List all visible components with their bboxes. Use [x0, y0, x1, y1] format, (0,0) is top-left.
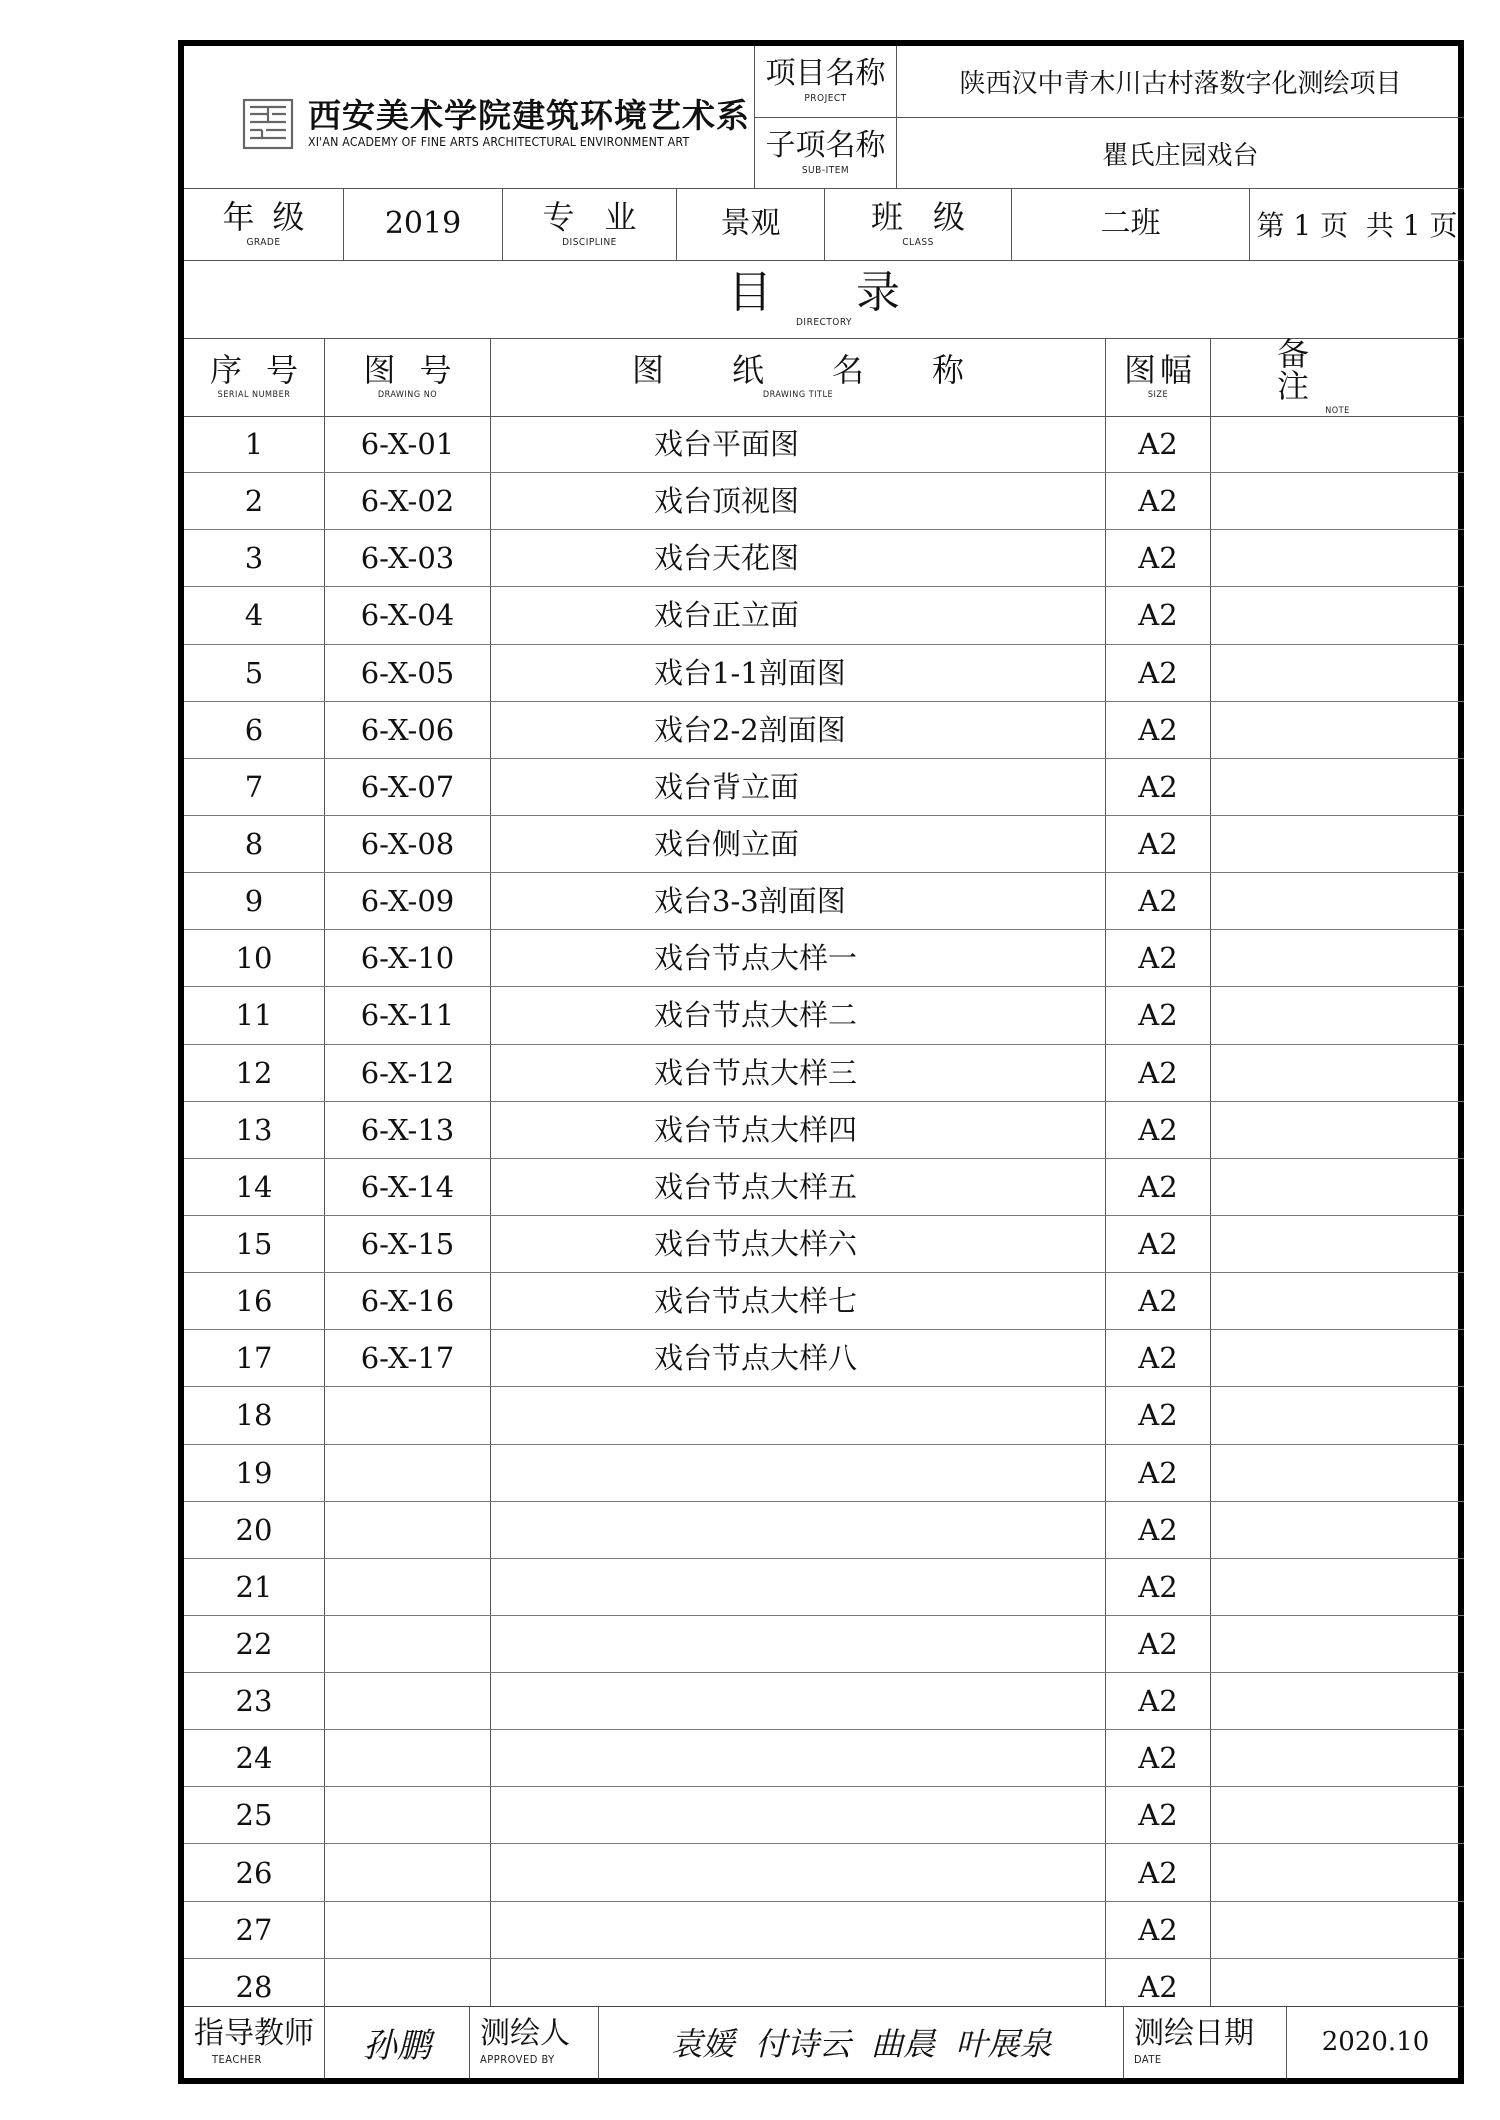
row-note [1211, 1102, 1464, 1159]
row-serial: 23 [235, 1684, 273, 1719]
row-drawing-no [325, 1502, 490, 1559]
row-note [1211, 1673, 1464, 1730]
row-drawing-title: 戏台节点大样七 [654, 1284, 858, 1319]
row-drawing-title [654, 1902, 1104, 1959]
row-serial: 9 [244, 884, 264, 919]
row-note [1211, 1387, 1464, 1444]
row-size: A2 [1138, 427, 1178, 462]
date-value: 2020.10 [1321, 2027, 1430, 2057]
row-drawing-no: 6-X-05 [360, 655, 455, 690]
teacher-label-en: TEACHER [212, 2052, 262, 2066]
row-drawing-no: 6-X-01 [360, 427, 455, 462]
row-size: A2 [1138, 1055, 1178, 1090]
row-drawing-title: 戏台节点大样五 [654, 1169, 858, 1204]
directory-title-cell [184, 260, 1464, 338]
row-size: A2 [1138, 1569, 1178, 1604]
col-title-label: 图纸名称 [631, 351, 1032, 389]
row-serial: 8 [244, 827, 264, 862]
approved-signatures: 袁媛 付诗云 曲晨 叶展泉 [670, 2025, 1052, 2063]
table-row [184, 930, 1464, 987]
row-drawing-title: 戏台节点大样六 [654, 1227, 858, 1262]
table-row [184, 1330, 1464, 1387]
col-note-label: 备注 [1277, 335, 1376, 405]
row-size: A2 [1138, 598, 1178, 633]
row-note [1211, 1902, 1464, 1959]
row-note [1211, 1787, 1464, 1844]
table-row [184, 816, 1464, 873]
row-drawing-title: 戏台背立面 [654, 769, 800, 804]
row-note [1211, 1216, 1464, 1273]
table-row [184, 1559, 1464, 1616]
row-serial: 20 [235, 1512, 273, 1547]
row-drawing-title [654, 1387, 1104, 1444]
table-row [184, 1845, 1464, 1902]
table-row [184, 1445, 1464, 1502]
col-size-label: 图幅 [1123, 351, 1196, 389]
discipline-value-cell [677, 188, 824, 260]
row-drawing-no: 6-X-13 [360, 1112, 455, 1147]
row-note [1211, 1730, 1464, 1787]
row-serial: 26 [235, 1855, 273, 1890]
directory-title-en: DIRECTORY [796, 316, 852, 328]
row-size: A2 [1138, 1627, 1178, 1661]
row-note [1211, 416, 1464, 473]
col-note-header [1211, 335, 1464, 416]
row-serial: 3 [244, 541, 264, 576]
col-serial-header [184, 338, 324, 416]
date-value-cell [1287, 2006, 1464, 2078]
row-serial: 7 [244, 769, 264, 804]
row-drawing-title: 戏台正立面 [654, 598, 800, 633]
table-row [184, 530, 1464, 587]
class-label-en: CLASS [902, 236, 934, 248]
row-serial: 12 [235, 1055, 273, 1090]
row-drawing-no: 6-X-07 [360, 769, 455, 804]
row-drawing-title: 戏台节点大样八 [654, 1341, 858, 1376]
row-size: A2 [1138, 1969, 1178, 2004]
teacher-signature: 孙鹏 [363, 2025, 431, 2066]
row-size: A2 [1138, 484, 1178, 519]
project-label-cell [755, 46, 896, 117]
date-label-en: DATE [1134, 2052, 1162, 2066]
col-title-label-en: DRAWING TITLE [762, 390, 834, 400]
discipline-label-cell [503, 188, 676, 260]
subitem-value: 瞿氏庄园戏台 [1102, 140, 1259, 171]
row-drawing-title: 戏台节点大样一 [654, 941, 858, 976]
row-serial: 18 [235, 1398, 273, 1433]
grade-label-en: GRADE [246, 236, 281, 248]
school-logo [242, 98, 294, 150]
row-drawing-no: 6-X-10 [360, 941, 455, 976]
row-size: A2 [1138, 884, 1178, 919]
subitem-label-en: SUB-ITEM [801, 164, 850, 176]
row-size: A2 [1138, 1112, 1178, 1147]
row-drawing-title [654, 1730, 1104, 1787]
row-drawing-title: 戏台节点大样四 [654, 1112, 858, 1147]
row-drawing-title: 戏台节点大样三 [654, 1055, 858, 1090]
row-note [1211, 759, 1464, 816]
row-serial: 6 [244, 712, 264, 747]
row-serial: 22 [235, 1627, 273, 1661]
row-serial: 4 [244, 598, 264, 633]
row-serial: 14 [235, 1169, 273, 1204]
row-serial: 10 [235, 941, 273, 976]
table-row [184, 1616, 1464, 1673]
table-row [184, 1730, 1464, 1787]
col-size-label-en: SIZE [1147, 390, 1169, 400]
row-size: A2 [1138, 1855, 1178, 1890]
col-title-header [491, 338, 1105, 416]
row-drawing-no [325, 1616, 490, 1673]
row-serial: 13 [235, 1112, 273, 1147]
row-serial: 16 [235, 1284, 273, 1319]
row-drawing-no [325, 1559, 490, 1616]
row-drawing-title [654, 1559, 1104, 1616]
project-value: 陕西汉中青木川古村落数字化测绘项目 [959, 69, 1402, 99]
table-row [184, 1387, 1464, 1444]
page-info: 第 1 页 共 1 页 [1256, 209, 1458, 242]
row-size: A2 [1138, 1284, 1178, 1319]
project-label: 项目名称 [765, 56, 886, 91]
grade-label: 年级 [222, 197, 323, 236]
table-row [184, 587, 1464, 644]
row-drawing-no: 6-X-06 [360, 712, 455, 747]
grade-value: 2019 [384, 206, 462, 241]
teacher-label-cell [184, 2006, 324, 2078]
row-serial: 1 [244, 427, 264, 462]
table-row [184, 759, 1464, 816]
row-drawing-no: 6-X-11 [360, 998, 455, 1033]
row-drawing-no: 6-X-16 [360, 1284, 455, 1319]
row-size: A2 [1138, 1455, 1178, 1490]
class-value: 二班 [1100, 206, 1161, 241]
col-serial-label-en: SERIAL NUMBER [217, 390, 291, 400]
row-note [1211, 1445, 1464, 1502]
row-drawing-no [325, 1845, 490, 1902]
row-drawing-no: 6-X-04 [360, 598, 455, 633]
row-drawing-no: 6-X-14 [360, 1169, 455, 1204]
row-drawing-no: 6-X-12 [360, 1055, 455, 1090]
table-row [184, 1216, 1464, 1273]
teacher-label: 指导教师 [194, 2015, 314, 2051]
row-serial: 24 [235, 1741, 273, 1776]
row-size: A2 [1138, 1798, 1178, 1833]
row-note [1211, 1559, 1464, 1616]
row-size: A2 [1138, 1341, 1178, 1376]
row-drawing-no: 6-X-02 [360, 484, 455, 519]
row-size: A2 [1138, 541, 1178, 576]
school-name: 西安美术学院建筑环境艺术系 [308, 96, 750, 135]
table-row [184, 702, 1464, 759]
row-serial: 21 [235, 1569, 273, 1604]
row-size: A2 [1138, 1398, 1178, 1433]
subitem-label-cell [755, 118, 896, 188]
row-drawing-title: 戏台节点大样二 [654, 998, 858, 1033]
row-drawing-title [654, 1787, 1104, 1844]
row-drawing-title [654, 1673, 1104, 1730]
table-row [184, 645, 1464, 702]
row-drawing-title: 戏台2-2剖面图 [654, 712, 846, 747]
table-row [184, 416, 1464, 473]
row-serial: 27 [235, 1912, 273, 1947]
approved-label-cell [470, 2006, 598, 2078]
row-note [1211, 587, 1464, 644]
date-label-cell [1124, 2006, 1286, 2078]
row-note [1211, 1045, 1464, 1102]
row-drawing-no [325, 1730, 490, 1787]
row-drawing-title [654, 1845, 1104, 1902]
class-label: 班级 [870, 197, 995, 236]
row-drawing-title [654, 1616, 1104, 1673]
row-note [1211, 873, 1464, 930]
row-drawing-no: 6-X-17 [360, 1341, 455, 1376]
row-size: A2 [1138, 998, 1178, 1033]
row-size: A2 [1138, 1912, 1178, 1947]
row-drawing-title: 戏台顶视图 [654, 484, 800, 519]
col-note-label-en: NOTE [1325, 406, 1350, 416]
row-drawing-no [325, 1387, 490, 1444]
table-row [184, 473, 1464, 530]
row-size: A2 [1138, 941, 1178, 976]
row-size: A2 [1138, 712, 1178, 747]
school-logo-icon [242, 98, 294, 150]
project-label-en: PROJECT [804, 93, 847, 104]
row-note [1211, 1273, 1464, 1330]
approved-label: 测绘人 [480, 2015, 570, 2051]
row-note [1211, 930, 1464, 987]
table-row [184, 1673, 1464, 1730]
table-row [184, 1045, 1464, 1102]
row-serial: 2 [244, 484, 264, 519]
row-serial: 17 [235, 1341, 273, 1376]
directory-title: 目 录 [728, 266, 920, 318]
row-note [1211, 530, 1464, 587]
row-drawing-no: 6-X-09 [360, 884, 455, 919]
row-drawing-title: 戏台平面图 [654, 427, 800, 462]
discipline-label-en: DISCIPLINE [562, 236, 617, 248]
row-note [1211, 702, 1464, 759]
col-drawing-no-header [325, 338, 490, 416]
row-note [1211, 645, 1464, 702]
row-note [1211, 987, 1464, 1044]
page-info-cell [1250, 188, 1464, 260]
row-note [1211, 816, 1464, 873]
col-drawing-no-label-en: DRAWING NO [377, 390, 438, 400]
row-size: A2 [1138, 827, 1178, 862]
grade-label-cell [184, 188, 343, 260]
row-serial: 15 [235, 1227, 273, 1262]
table-row [184, 1787, 1464, 1844]
row-serial: 25 [235, 1798, 273, 1833]
col-drawing-no-label: 图号 [363, 351, 476, 389]
row-size: A2 [1138, 1169, 1178, 1204]
row-drawing-no: 6-X-08 [360, 827, 455, 862]
class-label-cell [825, 188, 1011, 260]
sheet-frame [178, 40, 1464, 2084]
row-note [1211, 1616, 1464, 1673]
row-size: A2 [1138, 1741, 1178, 1776]
table-row [184, 873, 1464, 930]
row-drawing-no [325, 1787, 490, 1844]
table-row [184, 1502, 1464, 1559]
project-value-cell [897, 46, 1464, 117]
table-row [184, 1273, 1464, 1330]
row-drawing-title: 戏台3-3剖面图 [654, 884, 846, 919]
row-size: A2 [1138, 769, 1178, 804]
subitem-label: 子项名称 [765, 127, 886, 163]
table-row [184, 1102, 1464, 1159]
school-name-en: XI'AN ACADEMY OF FINE ARTS ARCHITECTURAL ENVIRONMENT ART [308, 135, 690, 149]
row-drawing-title: 戏台1-1剖面图 [654, 655, 846, 690]
table-row [184, 1902, 1464, 1959]
row-size: A2 [1138, 1684, 1178, 1719]
table-row [184, 987, 1464, 1044]
row-drawing-no [325, 1445, 490, 1502]
row-serial: 11 [235, 998, 273, 1033]
table-row [184, 1159, 1464, 1216]
row-drawing-title: 戏台天花图 [654, 541, 800, 576]
row-size: A2 [1138, 1227, 1178, 1262]
row-note [1211, 1502, 1464, 1559]
discipline-label: 专业 [542, 197, 667, 236]
row-drawing-no: 6-X-15 [360, 1227, 455, 1262]
row-note [1211, 473, 1464, 530]
row-drawing-title [654, 1445, 1104, 1502]
row-drawing-title: 戏台侧立面 [654, 827, 800, 862]
row-note [1211, 1330, 1464, 1387]
row-size: A2 [1138, 655, 1178, 690]
grade-value-cell [344, 188, 502, 260]
row-drawing-title [654, 1502, 1104, 1559]
row-drawing-no [325, 1902, 490, 1959]
row-note [1211, 1159, 1464, 1216]
row-serial: 19 [235, 1455, 273, 1490]
col-serial-label: 序号 [209, 351, 322, 389]
row-note [1211, 1845, 1464, 1902]
row-drawing-no: 6-X-03 [360, 541, 455, 576]
class-value-cell [1012, 188, 1249, 260]
discipline-value: 景观 [720, 206, 781, 241]
date-label: 测绘日期 [1134, 2015, 1254, 2051]
col-size-header [1106, 338, 1210, 416]
subitem-value-cell [897, 118, 1464, 188]
row-drawing-no [325, 1673, 490, 1730]
row-size: A2 [1138, 1512, 1178, 1547]
approved-label-en: APPROVED BY [480, 2052, 555, 2066]
row-serial: 28 [235, 1969, 273, 2004]
row-serial: 5 [244, 655, 264, 690]
